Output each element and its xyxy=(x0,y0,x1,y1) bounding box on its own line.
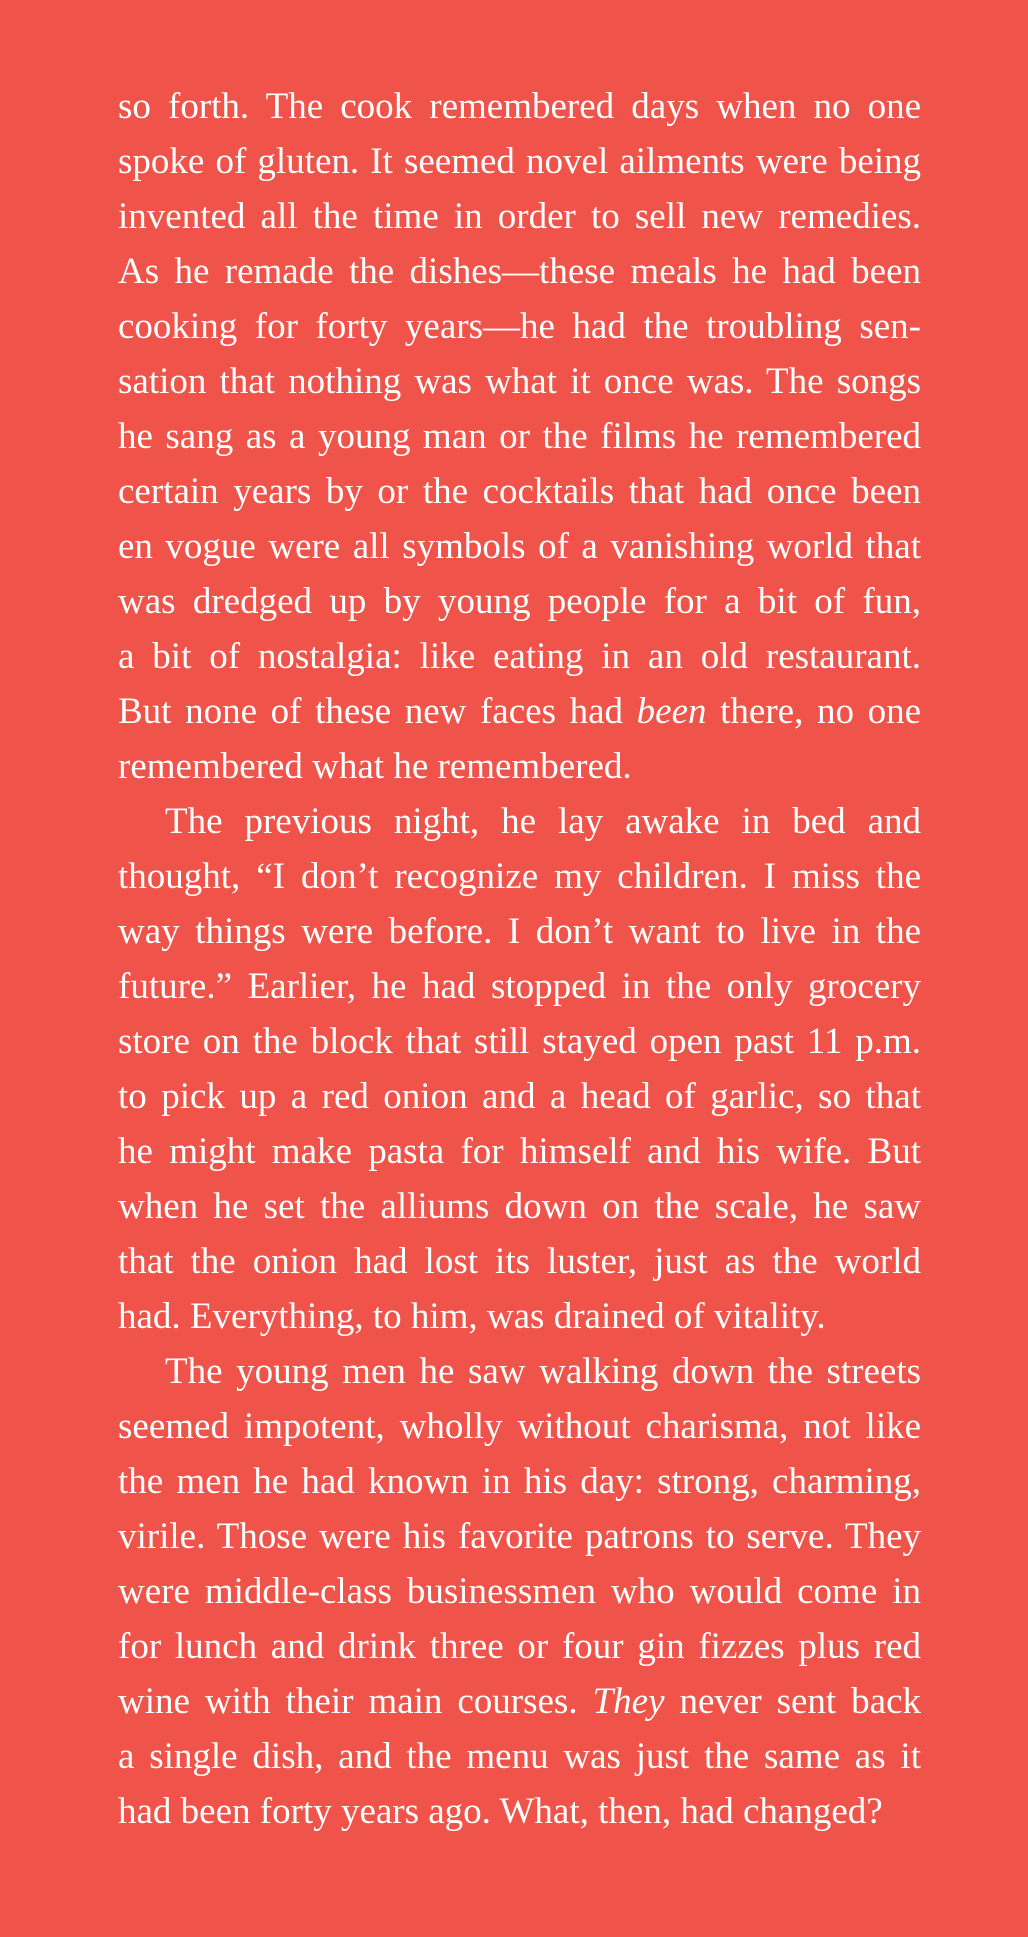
text-segment: But none of these new faces had xyxy=(118,691,637,732)
paragraph xyxy=(118,1344,921,1839)
text-line xyxy=(118,189,921,244)
text-segment: spoke of gluten. It seemed novel ailments were being xyxy=(118,141,922,182)
text-segment: store on the block that still stayed open past 11 p.m. xyxy=(118,1021,921,1062)
text-segment: virile. Those were his favorite patrons to serve. They xyxy=(118,1516,922,1557)
text-line xyxy=(118,409,921,464)
text-line xyxy=(118,1509,921,1564)
text-segment: he might make pasta for himself and his wife. But xyxy=(118,1131,922,1172)
text-segment: The previous night, he lay awake in bed and xyxy=(165,801,922,842)
text-segment: he sang as a young man or the films he remembered xyxy=(118,416,921,457)
text-line xyxy=(118,1399,921,1454)
text-line xyxy=(118,629,921,684)
text-segment: to pick up a red onion and a head of garlic, so that xyxy=(118,1076,921,1117)
text-line xyxy=(118,904,921,959)
text-line xyxy=(118,1564,921,1619)
text-segment: thought, “I don’t recognize my children. I miss the xyxy=(118,856,922,897)
text-line xyxy=(118,849,921,904)
text-segment: were middle-class businessmen who would come in xyxy=(118,1571,921,1612)
text-line xyxy=(118,354,921,409)
text-line xyxy=(118,519,921,574)
text-line xyxy=(118,134,921,189)
paragraph xyxy=(118,794,921,1344)
text-segment: so forth. The cook remembered days when no one xyxy=(118,86,922,127)
text-line xyxy=(118,739,921,794)
italic-text: been xyxy=(636,691,707,732)
text-line xyxy=(118,794,921,849)
text-line xyxy=(118,1784,921,1839)
text-line xyxy=(118,1234,921,1289)
paragraph xyxy=(118,79,921,794)
text-line xyxy=(118,1289,921,1344)
text-line xyxy=(118,1344,921,1399)
text-segment: had. Everything, to him, was drained of vitality. xyxy=(118,1296,826,1337)
text-line xyxy=(118,1454,921,1509)
text-segment: en vogue were all symbols of a vanishing world that xyxy=(118,526,921,567)
text-line xyxy=(118,1124,921,1179)
text-segment: As he remade the dishes—these meals he had been xyxy=(118,251,922,292)
text-segment: for lunch and drink three or four gin fizzes plus red xyxy=(118,1626,921,1667)
text-segment: invented all the time in order to sell new remedies. xyxy=(118,196,921,237)
text-segment: cooking for forty years—he had the troubling sen- xyxy=(118,306,921,347)
text-segment: sation that nothing was what it once was. The songs xyxy=(118,361,921,402)
text-segment: certain years by or the cocktails that had once been xyxy=(118,471,921,512)
text-line xyxy=(118,959,921,1014)
text-segment: a single dish, and the menu was just the same as it xyxy=(118,1736,921,1777)
text-line xyxy=(118,1179,921,1234)
text-segment: that the onion had lost its luster, just as the world xyxy=(118,1241,921,1282)
italic-text: They xyxy=(592,1681,665,1722)
text-segment: seemed impotent, wholly without charisma, not like xyxy=(118,1406,922,1447)
text-segment: a bit of nostalgia: like eating in an old restaurant. xyxy=(118,636,921,677)
text-segment: had been forty years ago. What, then, had changed? xyxy=(118,1791,883,1832)
text-line xyxy=(118,1674,921,1729)
text-line xyxy=(118,684,921,739)
body-text xyxy=(118,79,921,1839)
text-line xyxy=(118,1619,921,1674)
text-segment: remembered what he remembered. xyxy=(118,746,632,787)
text-line xyxy=(118,464,921,519)
text-segment: was dredged up by young people for a bit of fun, xyxy=(118,581,921,622)
text-line xyxy=(118,574,921,629)
text-segment: way things were before. I don’t want to live in the xyxy=(118,911,921,952)
text-line xyxy=(118,1014,921,1069)
text-line xyxy=(118,244,921,299)
text-line xyxy=(118,1729,921,1784)
text-line xyxy=(118,79,921,134)
text-segment: never sent back xyxy=(664,1681,922,1722)
text-segment: when he set the alliums down on the scale, he saw xyxy=(118,1186,921,1227)
text-segment: there, no one xyxy=(706,691,921,732)
text-segment: the men he had known in his day: strong, charming, xyxy=(118,1461,921,1502)
text-segment: future.” Earlier, he had stopped in the only grocery xyxy=(118,966,921,1007)
text-line xyxy=(118,299,921,354)
text-line xyxy=(118,1069,921,1124)
text-segment: The young men he saw walking down the streets xyxy=(165,1351,921,1392)
text-segment: wine with their main courses. xyxy=(118,1681,593,1722)
